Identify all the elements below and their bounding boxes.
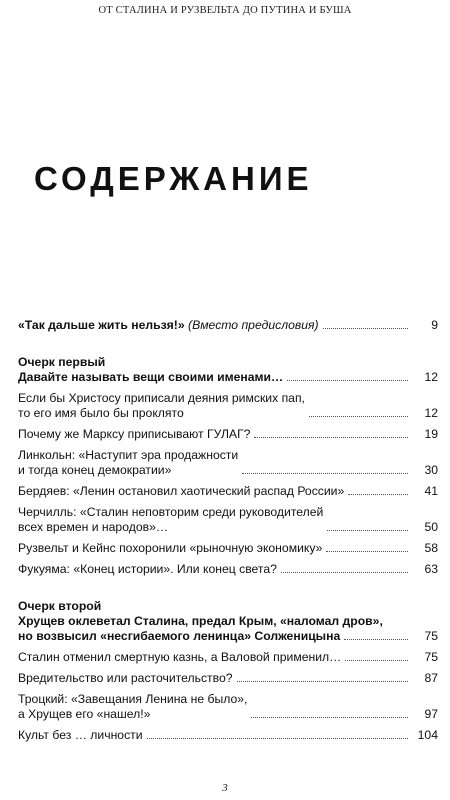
page-number: 58 [424,541,438,555]
toc-entry-line1: Если бы Христосу приписали деяния римских пап, [18,391,305,405]
toc-entry[interactable] [18,671,438,686]
toc-entry-line1: Вредительство или расточительство? [18,671,233,685]
toc-entry[interactable] [18,541,438,556]
section-two-entries [18,650,438,743]
toc-entry-line1: Черчилль: «Сталин неповторим среди руководителей [18,505,324,519]
page-number: 41 [424,484,438,498]
dot-leader [344,639,408,640]
toc-entry-text [18,562,277,577]
toc-entry-text [18,484,344,499]
running-head: ОТ СТАЛИНА И РУЗВЕЛЬТА ДО ПУТИНА И БУША [98,5,352,16]
toc-entry-text [18,391,305,421]
toc-entry-text [18,427,250,442]
dot-leader [254,437,408,438]
page-number: 87 [424,671,438,685]
toc-entry[interactable] [18,562,438,577]
page-title: СОДЕРЖАНИЕ [34,160,313,197]
folio-page-number: 3 [222,782,228,794]
toc-entry-line1: Рузвельт и Кейнс похоронили «рыночную экономику» [18,541,323,555]
toc-entry[interactable] [18,427,438,442]
toc-entry-line1: Линкольн: «Наступит эра продажности [18,448,239,462]
toc-entry[interactable] [18,370,438,385]
preface-subtitle: (Вместо предисловия) [184,318,319,332]
page-number: 97 [424,707,438,721]
dot-leader [348,494,408,495]
preface-title: «Так дальше жить нельзя!» [18,318,185,332]
toc-entry-line1: Бердяев: «Ленин остановил хаотический распад России» [18,484,345,498]
dot-leader [309,416,408,417]
dot-leader [323,328,408,329]
toc-entry-line1: Фукуяма: «Конец истории». Или конец света? [18,562,277,576]
section-heading-line2: но возвысил «несгибаемого ленинца» Солженицына [18,629,341,643]
dot-leader [237,681,408,682]
dot-leader [251,717,408,718]
toc-entry-text [18,370,283,385]
page-number: 104 [417,728,438,742]
toc-entry-text [18,318,319,333]
page-number: 12 [424,406,438,420]
section-one-entries [18,370,438,577]
toc-entry-text [18,505,323,535]
dot-leader [242,473,408,474]
toc-entry-line2: а Хрущев его «нашел!» [18,707,151,721]
toc-entry[interactable] [18,692,438,722]
toc-entry-line1: Почему же Марксу приписывают ГУЛАГ? [18,427,251,441]
page-number: 9 [431,318,438,332]
dot-leader [326,551,408,552]
toc-entry-line2: всех времен и народов»… [18,520,169,534]
page-number: 50 [424,520,438,534]
toc-entry-line2: и тогда конец демократии» [18,463,172,477]
page-number: 19 [424,427,438,441]
page-number: 63 [424,562,438,576]
page-number: 30 [424,463,438,477]
toc-entry[interactable] [18,650,438,665]
section-label: Очерк второй [18,599,102,613]
toc-entry[interactable] [18,484,438,499]
section-two [18,599,438,743]
page-number: 75 [424,650,438,664]
toc-entry-text [18,692,247,722]
toc-entry-line1: Культ без … личности [18,728,143,742]
section-label: Очерк первый [18,355,106,369]
toc-entry-line2: то его имя было бы проклято [18,406,184,420]
toc-entry-text [18,671,233,686]
toc-entry-line1: Давайте называть вещи своими именами… [18,370,284,384]
page-number: 75 [424,629,438,643]
toc-entry[interactable] [18,505,438,535]
dot-leader [327,530,408,531]
page-number: 12 [424,370,438,384]
dot-leader [147,738,408,739]
toc-entry[interactable] [18,728,438,743]
toc-entry-line1: Троцкий: «Завещания Ленина не было», [18,692,248,706]
toc-entry[interactable] [18,448,438,478]
dot-leader [345,660,408,661]
dot-leader [287,380,408,381]
toc-entry-text [18,650,341,665]
toc-entry-text [18,448,238,478]
section-heading-line1: Хрущев оклеветал Сталина, предал Крым, «наломал дров», [18,614,383,628]
toc-entry-preface[interactable] [18,318,438,333]
dot-leader [281,572,408,573]
toc-entry-section-heading[interactable] [18,629,438,644]
toc-entry-text [18,728,143,743]
toc-entry-text [18,541,322,556]
toc-entry[interactable] [18,391,438,421]
section-one [18,355,438,577]
table-of-contents [18,318,438,749]
toc-entry-line1: Сталин отменил смертную казнь, а Валовой применил… [18,650,342,664]
